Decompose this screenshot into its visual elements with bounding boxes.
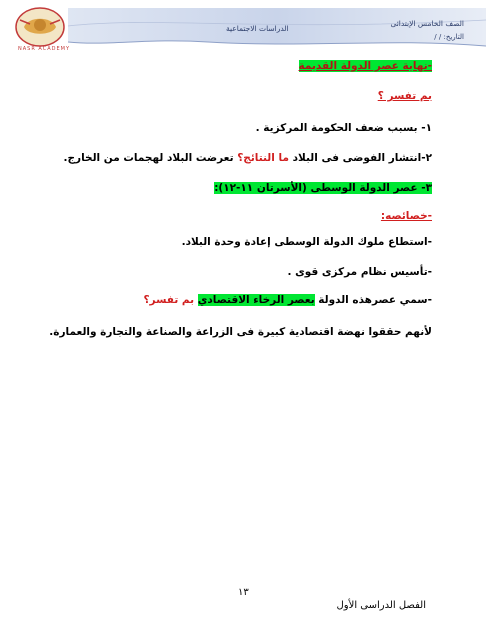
section-title-text: -نهاية عصر الدولة القديمة: [298, 60, 432, 72]
point-2-part-c: تعرضت البلاد لهجمات من الخارج.: [63, 152, 238, 164]
traits-label-text: -خصائصه:: [380, 210, 432, 222]
header-date: التاريخ: / /: [434, 33, 464, 41]
trait-2: -تأسيس نظام مركزى قوى .: [287, 266, 432, 278]
question-1-text: بم تفسر ؟: [377, 90, 432, 102]
section-3-heading: [214, 182, 432, 194]
trait-3-part-a: -سمي عصرهذه الدولة: [314, 294, 432, 306]
point-2-part-b: ما النتائج؟: [237, 152, 289, 164]
question-1: [378, 90, 432, 102]
point-2-part-a: ٢-انتشار الفوضى فى البلاد: [288, 152, 432, 164]
header-subject: الدراسات الاجتماعية: [226, 24, 289, 33]
section-3-text: ٣- عصر الدولة الوسطى (الأسرتان ١١-١٢):: [214, 182, 432, 194]
point-1: ١- بسبب ضعف الحكومة المركزية .: [255, 122, 432, 134]
trait-1: -استطاع ملوك الدولة الوسطى إعادة وحدة البلاد.: [181, 236, 432, 248]
trait-3: [143, 294, 432, 306]
lion-emblem-icon: [14, 6, 66, 48]
traits-label: [381, 210, 432, 222]
footer-term: الفصل الدراسى الأول: [336, 600, 426, 611]
trait-3-part-b: بعصر الرخاء الاقتصادي: [197, 294, 315, 306]
logo-text: NASR ACADEMY: [18, 46, 71, 52]
page-number: ١٣: [238, 587, 249, 598]
header-band: [8, 8, 486, 54]
answer: لأنهم حققوا نهضة اقتصادية كبيرة فى الزراعة والصناعة والتجارة والعمارة.: [49, 326, 432, 338]
header-grade: الصف الخامس الإبتدائى: [390, 19, 464, 28]
section-title: [299, 60, 432, 72]
trait-3-part-c: بم تفسر؟: [143, 294, 198, 306]
point-2: [63, 152, 432, 164]
